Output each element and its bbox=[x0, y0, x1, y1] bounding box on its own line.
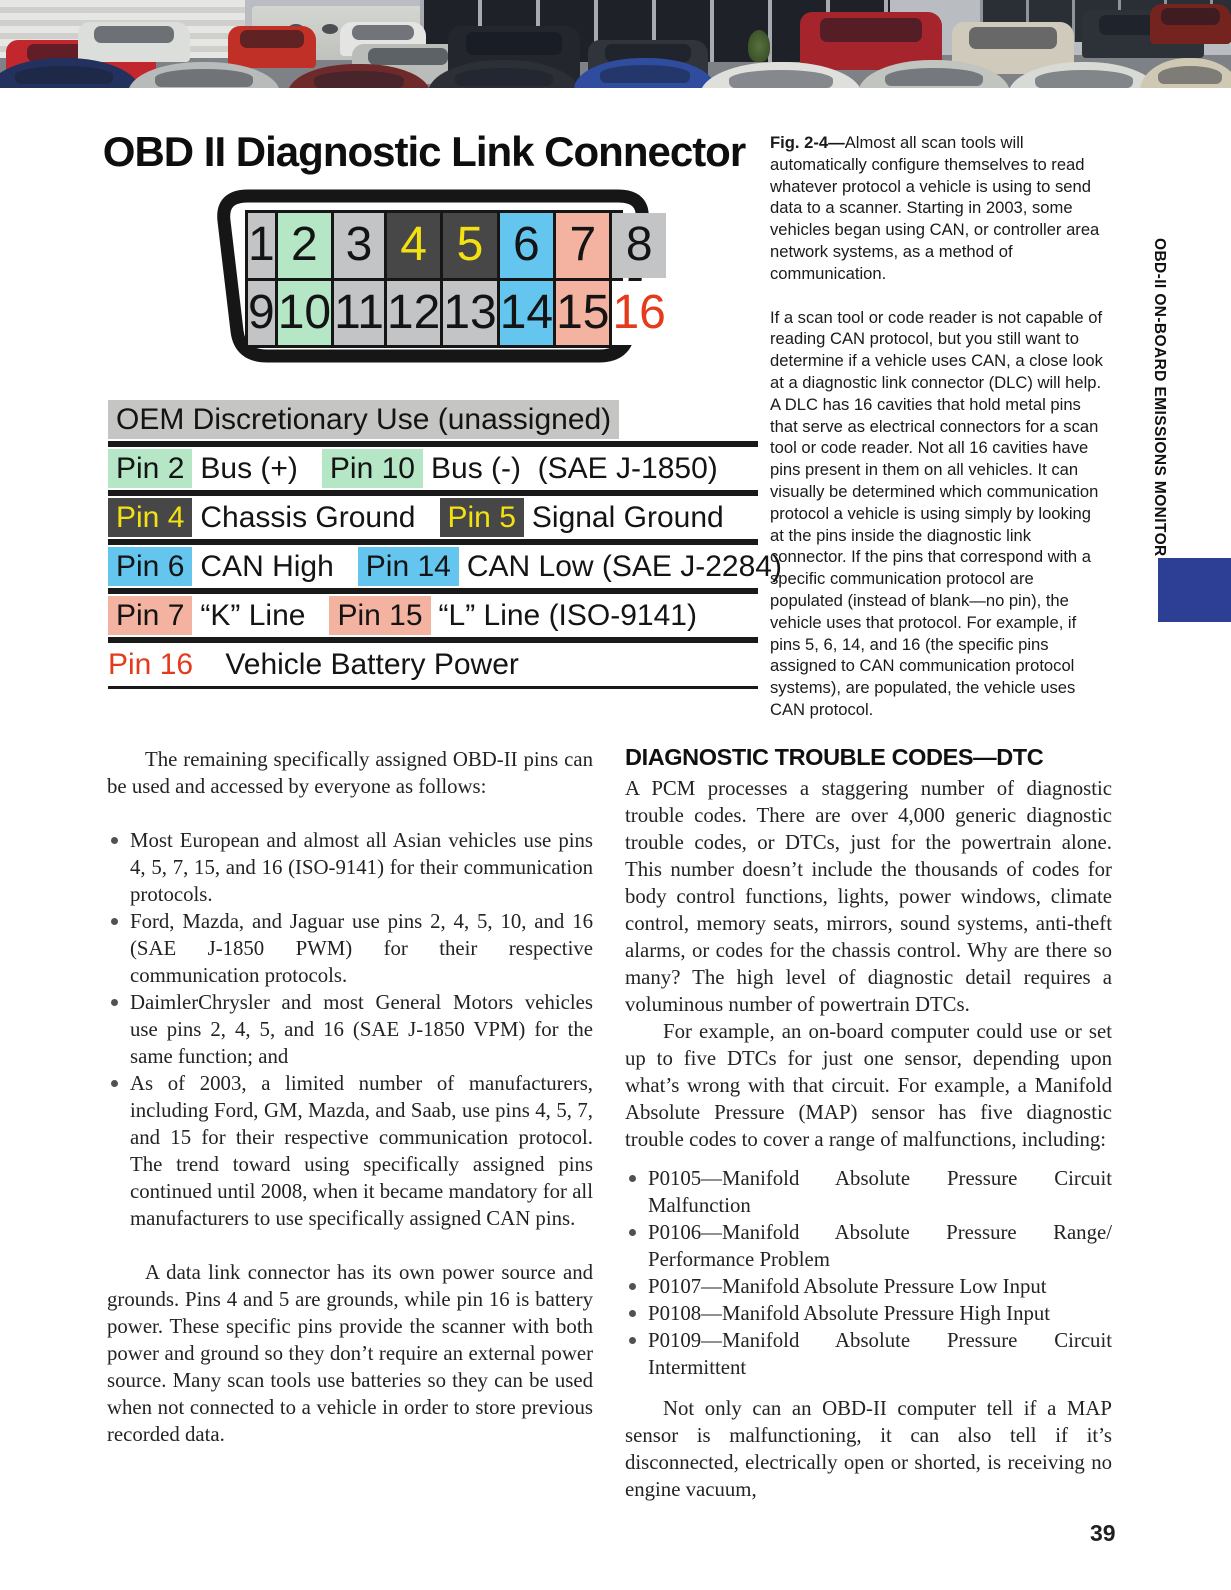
list-item: P0107—Manifold Absolute Pressure Low Input bbox=[625, 1273, 1112, 1300]
chapter-tab-marker bbox=[1158, 558, 1231, 622]
list-item: P0105—Manifold Absolute Pressure Circuit Malfunction bbox=[625, 1165, 1112, 1219]
list-item: Ford, Mazda, and Jaguar use pins 2, 4, 5, 10, and 16 (SAE J-1850 PWM) for their respective communication protocols. bbox=[107, 908, 593, 989]
car bbox=[228, 26, 316, 68]
left-column bbox=[107, 746, 593, 1448]
pin-cell-12: 12 bbox=[387, 281, 440, 346]
pin-cell-6: 6 bbox=[500, 213, 553, 278]
legend-text: Vehicle Battery Power bbox=[217, 647, 519, 681]
pin-cell-15: 15 bbox=[556, 281, 609, 346]
dealership-photo bbox=[0, 0, 1231, 88]
pin-cell-11: 11 bbox=[334, 281, 384, 346]
legend-row bbox=[108, 644, 758, 685]
pin-cell-7: 7 bbox=[556, 213, 609, 278]
list-item: DaimlerChrysler and most General Motors vehicles use pins 2, 4, 5, and 16 (SAE J-1850 VPM) for the same function; and bbox=[107, 989, 593, 1070]
legend-pin-chip: Pin 4 bbox=[108, 498, 192, 537]
pin-cell-13: 13 bbox=[443, 281, 496, 346]
figure-caption bbox=[770, 132, 1108, 743]
paragraph: Not only can an OBD-II computer tell if a MAP sensor is malfunctioning, it can also tell if it’s disconnected, electrically open or shorted, is receiving no engine vacuum, bbox=[625, 1397, 1112, 1501]
legend-text: Pin 16 bbox=[108, 647, 194, 681]
legend-text: Bus (-) (SAE J-1850) bbox=[431, 451, 718, 485]
right-column bbox=[625, 744, 1112, 1503]
legend-pin-chip: Pin 2 bbox=[108, 449, 192, 488]
pin-cell-5: 5 bbox=[443, 213, 496, 278]
legend-row bbox=[108, 546, 782, 587]
legend-pin-chip: Pin 15 bbox=[329, 596, 430, 635]
list-item: P0106—Manifold Absolute Pressure Range/ Performance Problem bbox=[625, 1219, 1112, 1273]
legend-text: Chassis Ground bbox=[200, 500, 416, 534]
legend-pin-chip: Pin 5 bbox=[440, 498, 524, 537]
chapter-tab-label: OBD-II ON-BOARD EMISSIONS MONITOR bbox=[1151, 238, 1168, 557]
legend-text: Bus (+) bbox=[200, 451, 298, 485]
legend-separator bbox=[108, 686, 758, 689]
pin-cell-4: 4 bbox=[387, 213, 440, 278]
legend-text: CAN Low (SAE J-2284) bbox=[466, 549, 782, 583]
list-item: P0108—Manifold Absolute Pressure High Input bbox=[625, 1300, 1112, 1327]
legend-pin-chip: OEM Discretionary Use (unassigned) bbox=[108, 400, 619, 439]
legend-row bbox=[108, 497, 758, 538]
list-item: As of 2003, a limited number of manufacturers, including Ford, GM, Mazda, and Saab, use pins 4, 5, 7, and 15 for their respective communication protocol. The trend toward using specifically assigned pins continued until 2008, when it became mandatory for all manufacturers to use specifically assigned CAN pins. bbox=[107, 1070, 593, 1232]
legend-separator bbox=[108, 441, 758, 447]
legend-row bbox=[108, 448, 758, 489]
shrub bbox=[748, 30, 770, 62]
pin-legend bbox=[108, 399, 782, 690]
car bbox=[78, 22, 190, 62]
pin-cell-1: 1 bbox=[248, 213, 275, 278]
legend-separator bbox=[108, 490, 758, 496]
paragraph: For example, an on-board computer could use or set up to five DTCs for just one sensor, depending upon what’s wrong with that circuit. For example, a Manifold Absolute Pressure (MAP) sensor has five diagnostic trouble codes to cover a range of malfunctions, including: bbox=[625, 1020, 1112, 1151]
legend-separator bbox=[108, 588, 758, 594]
legend-separator bbox=[108, 637, 758, 643]
page-number: 39 bbox=[1090, 1520, 1116, 1546]
pin-cell-10: 10 bbox=[278, 281, 331, 346]
legend-row bbox=[108, 399, 758, 440]
pin-cell-3: 3 bbox=[334, 213, 384, 278]
figure-caption-paragraph bbox=[770, 132, 1108, 285]
legend-pin-chip: Pin 6 bbox=[108, 547, 192, 586]
car-roof bbox=[1140, 58, 1231, 88]
section-heading: DIAGNOSTIC TROUBLE CODES—DTC bbox=[625, 744, 1044, 770]
paragraph: The remaining specifically assigned OBD-II pins can be used and accessed by everyone as follows: bbox=[107, 748, 593, 798]
legend-text: “K” Line bbox=[200, 598, 306, 632]
legend-text: CAN High bbox=[200, 549, 334, 583]
pin-cell-16: 16 bbox=[612, 281, 665, 346]
obd-connector-diagram bbox=[212, 188, 666, 370]
legend-text: Signal Ground bbox=[531, 500, 724, 534]
list-item: P0109—Manifold Absolute Pressure Circuit Intermittent bbox=[625, 1327, 1112, 1381]
legend-pin-chip: Pin 7 bbox=[108, 596, 192, 635]
figure-label: Fig. 2-4— bbox=[770, 133, 845, 152]
pin-cell-2: 2 bbox=[278, 213, 331, 278]
list-item: Most European and almost all Asian vehicles use pins 4, 5, 7, 15, and 16 (ISO-9141) for their communication protocols. bbox=[107, 827, 593, 908]
figure-caption-paragraph: If a scan tool or code reader is not capable of reading CAN protocol, but you still want to determine if a vehicle uses CAN, a close look at a diagnostic link connector (DLC) will help. A DLC has 16 cavities that hold metal pins that serve as electrical connectors for a scan tool or code reader. Not all 16 cavities have pins present in them on all vehicles. It can visually be determined which communication protocol a vehicle is using simply by looking at the pins inside the diagnostic link connector. If the pins that correspond with a specific communication protocol are populated (instead of blank—no pin), the vehicle uses that protocol. For example, if pins 5, 6, 14, and 16 (the specific pins assigned to CAN communication protocol systems), are populated, the vehicle uses CAN protocol. bbox=[770, 307, 1103, 719]
legend-pin-chip: Pin 10 bbox=[322, 449, 423, 488]
pin-usage-list bbox=[107, 827, 593, 1232]
paragraph: A data link connector has its own power source and grounds. Pins 4 and 5 are grounds, while pin 16 is battery power. These specific pins provide the scanner with both power and ground so they don’t require an external power source. Many scan tools use batteries so they can be used when not connected to a vehicle in order to store previous recorded data. bbox=[107, 1261, 593, 1446]
paragraph: A PCM processes a staggering number of diagnostic trouble codes. There are over 4,000 generic diagnostic trouble codes, or DTCs, just for the powertrain alone. This number doesn’t include the thousands of codes for body control functions, lights, power windows, climate control, memory seats, mirrors, sound systems, anti-theft alarms, or codes for the chassis control. Why are there so many? The high level of diagnostic detail requires a voluminous number of powertrain DTCs. bbox=[625, 777, 1112, 1016]
pin-grid bbox=[245, 210, 666, 348]
figure-caption-text: Almost all scan tools will automatically configure themselves to read whatever protocol a vehicle is using to send data to a scanner. Starting in 2003, some vehicles began using CAN, or controller area network systems, as a method of communication. bbox=[770, 133, 1100, 283]
dtc-code-list bbox=[625, 1165, 1112, 1381]
legend-row bbox=[108, 595, 758, 636]
legend-text: “L” Line (ISO-9141) bbox=[438, 598, 697, 632]
pin-cell-14: 14 bbox=[500, 281, 553, 346]
legend-pin-chip: Pin 14 bbox=[358, 547, 459, 586]
pin-cell-9: 9 bbox=[248, 281, 275, 346]
legend-separator bbox=[108, 539, 758, 545]
pin-cell-8: 8 bbox=[612, 213, 665, 278]
car bbox=[1150, 4, 1231, 44]
figure-title: OBD II Diagnostic Link Connector bbox=[102, 128, 746, 175]
